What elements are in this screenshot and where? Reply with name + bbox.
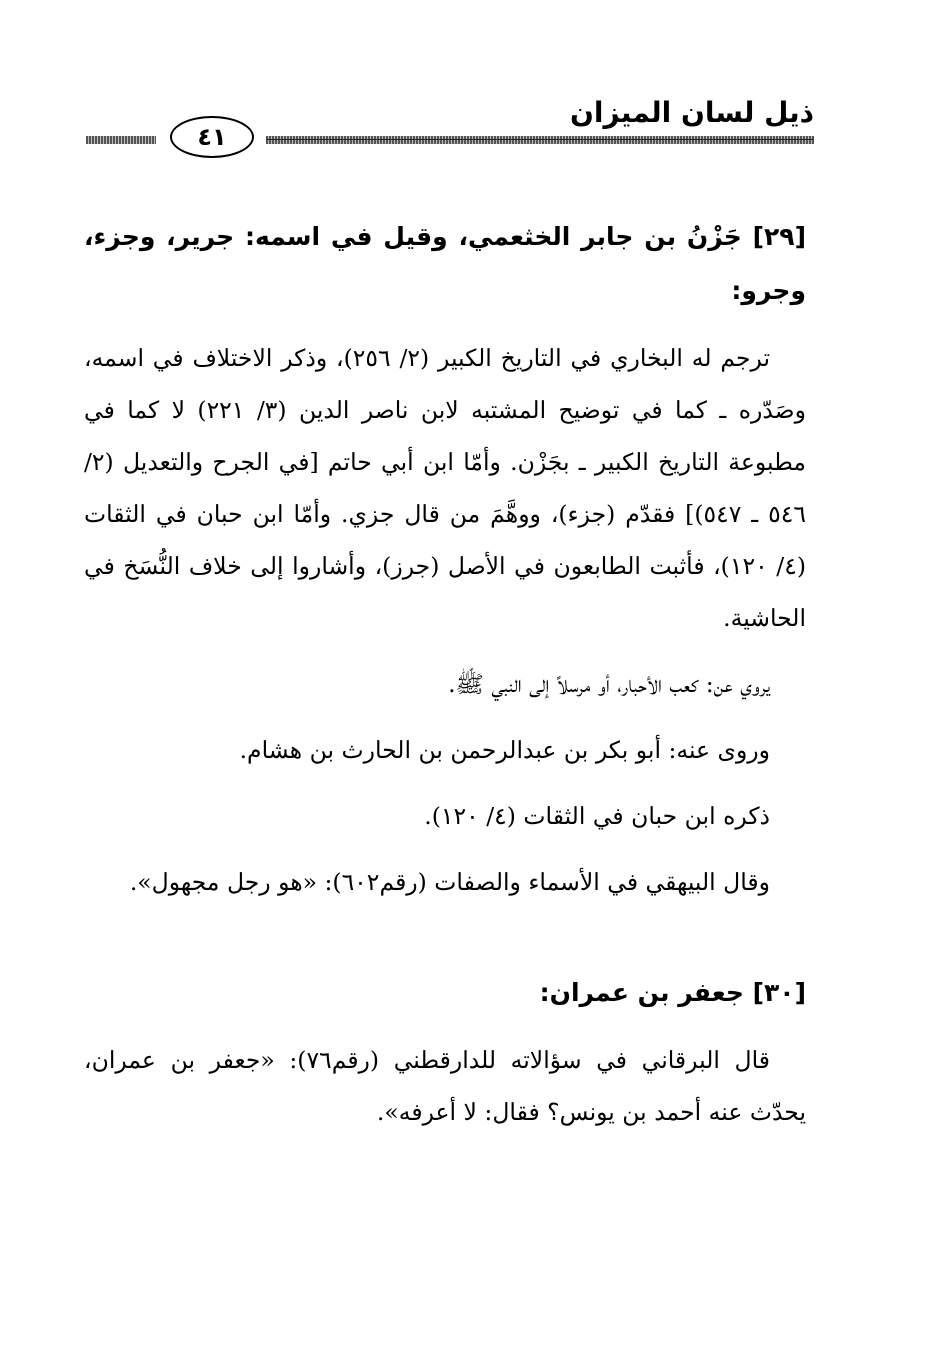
page-header <box>84 92 814 162</box>
page-number: ٤١ <box>170 116 254 158</box>
entry-paragraph: ذكره ابن حبان في الثقات (٤/ ١٢٠). <box>424 802 770 830</box>
entry-paragraph: وقال البيهقي في الأسماء والصفات (رقم٦٠٢): «هو رجل مجهول». <box>129 868 770 896</box>
header-rule-left <box>86 136 156 144</box>
entry-paragraph: قال البرقاني في سؤالاته للدارقطني (رقم٧٦): «جعفر بن عمران، يحدّث عنه أحمد بن يونس؟ فقال: لا أعرفه». <box>84 1046 806 1126</box>
book-title: ذيل لسان الميزان <box>569 96 814 129</box>
page-content <box>84 210 806 1152</box>
entry-paragraph: وروى عنه: أبو بكر بن عبدالرحمن بن الحارث بن هشام. <box>239 736 770 764</box>
entry-heading: [٣٠] جعفر بن عمران: <box>539 978 806 1007</box>
entry-paragraph: ترجم له البخاري في التاريخ الكبير (٢/ ٢٥٦)، وذكر الاختلاف في اسمه، وصَدّره ـ كما في توضيح المشتبه لابن ناصر الدين (٣/ ٢٢١) لا كما في مطبوعة التاريخ الكبير ـ بجَزْن. وأمّا ابن أبي حاتم [في الجرح والتعديل (٢/ ٥٤٦ ـ ٥٤٧)] فقدّم (جزء)، ووهَّمَ من قال جزي. وأمّا ابن حبان في الثقات (٤/ ١٢٠)، فأثبت الطابعون في الأصل (جرز)، وأشاروا إلى خلاف النُّسَخ في الحاشية. <box>84 344 807 632</box>
entry-heading: [٢٩] جَزْنُ بن جابر الخثعمي، وقيل في اسمه: جرير، وجزء، وجرو: <box>84 222 806 305</box>
entry-paragraph: يروي عن: كعب الأحبار، أو مرسلاً إلى النبي ﷺ. <box>448 670 770 698</box>
header-rule-right <box>266 136 814 144</box>
